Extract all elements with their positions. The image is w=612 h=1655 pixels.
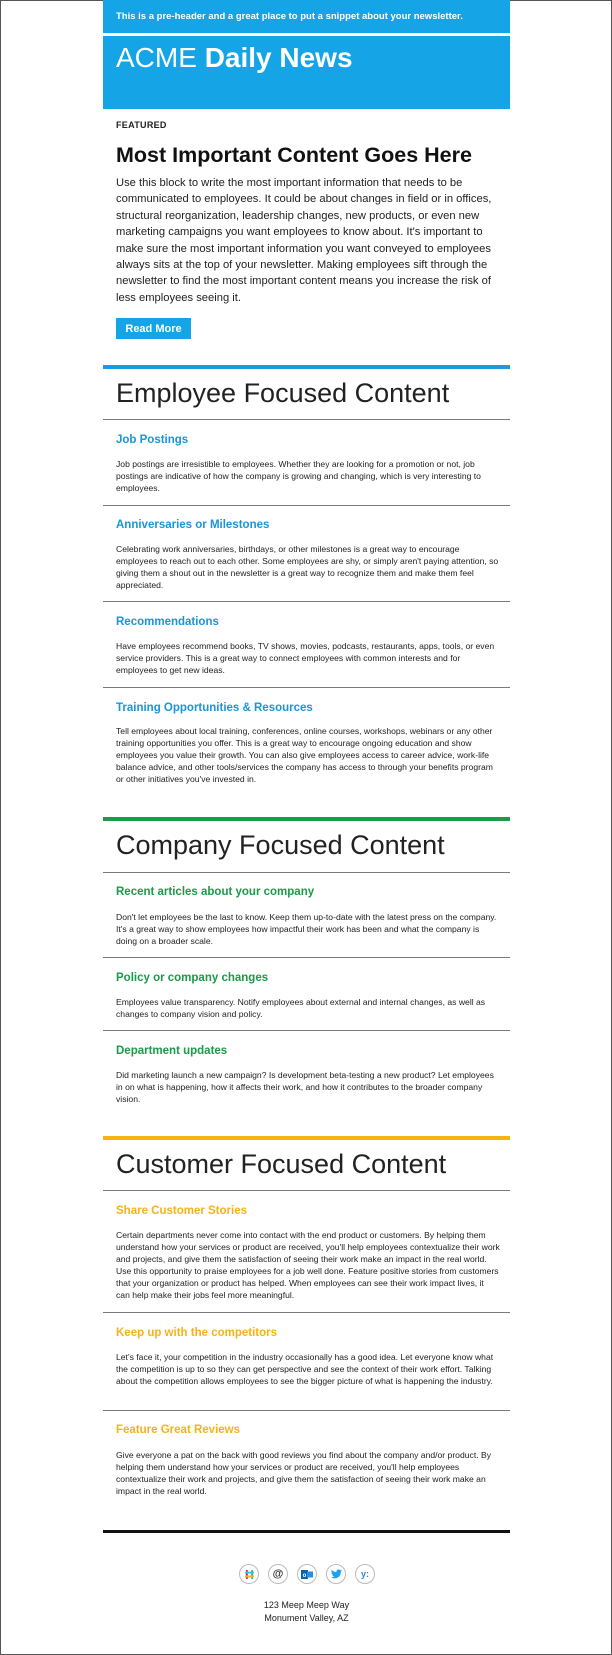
- item-body: Job postings are irresistible to employees. Whether they are looking for a promotion or not, job postings are indicative of how the company is growing and changing, which is very interesting to employees.: [116, 459, 481, 493]
- featured-label: FEATURED: [116, 120, 167, 130]
- masthead: [103, 36, 510, 109]
- item-heading: Training Opportunities & Resources: [116, 702, 313, 714]
- item-heading: Anniversaries or Milestones: [116, 519, 270, 531]
- svg-text:o: o: [302, 1572, 307, 1579]
- item-body: Certain departments never come into contact with the end product or customers. By helping them understand how your services or product are received, you'll help employees contextualize their work and projects, and give them the satisfaction of seeing their work make an impact in the real world. Use this opportunity to praise employees for a job well done. Feature positive stories from customers that your organization or product has helped. When employees can see their work impact lives, it can help make their jobs feel more meaningful.: [116, 1230, 500, 1300]
- item-body: Celebrating work anniversaries, birthdays, or other milestones is a great way to encourage employees to reach out to each other. Some employees are shy, or simply aren't paying attention, so giving them a shout out in the newsletter is a great way to recognize them and make them feel appreciated.: [116, 544, 499, 590]
- divider: [103, 1312, 510, 1313]
- email-icon[interactable]: @: [268, 1564, 288, 1584]
- item-heading: Recent articles about your company: [116, 886, 315, 898]
- preheader: This is a pre-header and a great place to put a snippet about your newsletter.: [103, 0, 510, 33]
- featured-title: Most Important Content Goes Here: [116, 143, 472, 167]
- item-body: Have employees recommend books, TV shows, movies, podcasts, restaurants, apps, tools, or even service providers. This is a great way to connect employees with common interests and for employees to get new ideas.: [116, 641, 495, 675]
- item-body: Don't let employees be the last to know. Keep them up-to-date with the latest press on the company. It's a great way to show employees how impactful their work has been and what the company is doing on a broader scale.: [116, 912, 497, 946]
- item-heading: Feature Great Reviews: [116, 1424, 241, 1436]
- section-title: Employee Focused Content: [116, 378, 450, 408]
- item-heading: Job Postings: [116, 434, 189, 446]
- read-more-button[interactable]: Read More: [116, 318, 191, 339]
- featured-body: Use this block to write the most important information that needs to be communicated to employees. It could be about changes in field or in offices, structural reorganization, leadership changes, new products, or even new marketing campaigns you want employees to know about. It's important to make sure the most important information you want conveyed to employees always sits at the top of your newsletter. Making employees sift through the newsletter to find the most important content means you increase the risk of less employees seeing it.: [116, 177, 492, 304]
- item-heading: Keep up with the competitors: [116, 1327, 278, 1339]
- footer-divider: [103, 1530, 510, 1533]
- divider: [103, 1030, 510, 1031]
- item-heading: Recommendations: [116, 616, 219, 628]
- item-body: Give everyone a pat on the back with good reviews you find about the company and/or product. By helping them understand how your services or product are received, you'll help employees contextualize their work and projects, and give them the satisfaction of seeing their work make an impact in the real world.: [116, 1450, 492, 1496]
- item-heading: Share Customer Stories: [116, 1205, 248, 1217]
- divider: [103, 872, 510, 873]
- divider: [103, 1190, 510, 1191]
- divider: [103, 1410, 510, 1411]
- divider: [103, 957, 510, 958]
- divider: [103, 505, 510, 506]
- masthead-title: Daily News: [204, 42, 353, 73]
- item-body: Did marketing launch a new campaign? Is development beta-testing a new product? Let employees in on what is happening, how it affects their work, and how it contributes to the broader company vision.: [116, 1070, 494, 1104]
- divider: [103, 601, 510, 602]
- item-heading: Policy or company changes: [116, 972, 269, 984]
- item-heading: Department updates: [116, 1045, 228, 1057]
- outlook-icon[interactable]: [297, 1564, 317, 1584]
- item-body: Let's face it, your competition in the industry occasionally has a good idea. Let everyone know what the competition is up to so they can get perspective and see the context of their work effort. Talking about the competition allows employees to see the bigger picture of what is happening the industry.: [116, 1352, 494, 1386]
- section-title: Customer Focused Content: [116, 1149, 447, 1179]
- divider: [103, 419, 510, 420]
- item-body: Employees value transparency. Notify employees about external and internal changes, as well as changes to company vision and policy.: [116, 997, 486, 1019]
- footer-address: [103, 1599, 510, 1625]
- social-links: [239, 1564, 375, 1586]
- slack-icon[interactable]: [239, 1564, 259, 1584]
- yammer-icon[interactable]: y:: [355, 1564, 375, 1584]
- section-title: Company Focused Content: [116, 830, 445, 860]
- item-body: Tell employees about local training, conferences, online courses, workshops, webinars or any other training opportunities you offer. This is a great way to encourage ongoing education and show employees you value their growth. You can also give employees access to career advice, work-life balance advice, and other tools/services the company has access to through your benefits program or other initiatives you've invested in.: [116, 726, 493, 784]
- twitter-icon[interactable]: [326, 1564, 346, 1584]
- address-line-1: 123 Meep Meep Way: [263, 1600, 350, 1610]
- masthead-brand: ACME: [116, 42, 197, 73]
- divider: [103, 687, 510, 688]
- section-accent-bar: [103, 365, 510, 369]
- section-accent-bar: [103, 817, 510, 821]
- address-line-2: Monument Valley, AZ: [264, 1613, 349, 1623]
- section-accent-bar: [103, 1136, 510, 1140]
